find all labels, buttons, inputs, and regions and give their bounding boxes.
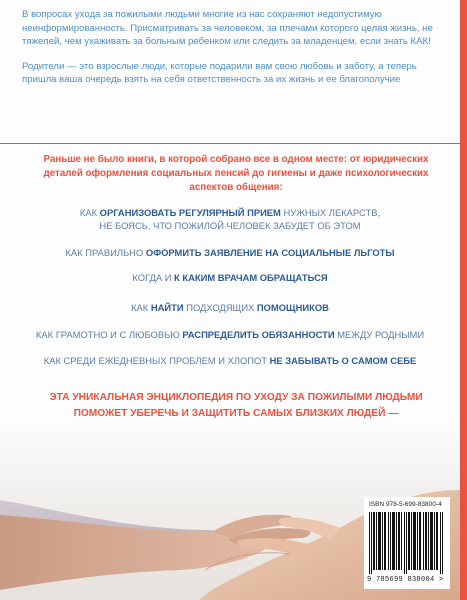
- spine-stripe: [460, 0, 467, 600]
- feature-line-4: [0, 301, 460, 314]
- feature-line-1: [0, 206, 460, 232]
- line-highlight: РАСПРЕДЕЛИТЬ ОБЯЗАННОСТИ: [182, 329, 335, 340]
- feature-line-3: [0, 271, 460, 284]
- closing-line-2: ПОМОЖЕТ УБЕРЕЧЬ И ЗАЩИТИТЬ САМЫХ БЛИЗКИХ ЛЮДЕЙ —: [73, 408, 399, 419]
- line-text: КАК: [131, 302, 151, 313]
- intro-paragraph-1: В вопросах ухода за пожилыми людьми многие из нас сохраняют недопустимую неинформированность. Присматривать за человеком, за плечами которого целая жизнь, не тяжелей, чем ухаживать за больным ребенком или следить за младенцем, если знать КАК!: [22, 9, 433, 48]
- line-highlight: ПОМОЩНИКОВ: [256, 302, 329, 313]
- line-text: КАК ГРАМОТНО И С ЛЮБОВЬЮ: [35, 329, 183, 340]
- feature-line-2: [0, 246, 460, 259]
- line-text: КАК ПРАВИЛЬНО: [65, 247, 146, 258]
- divider-rule: [0, 143, 460, 144]
- line-text: ПОДХОДЯЩИХ: [183, 302, 257, 313]
- isbn-text: ISBN 978-5-699-83800-4: [369, 501, 442, 508]
- line-highlight: ОРГАНИЗОВАТЬ РЕГУЛЯРНЫЙ ПРИЕМ: [99, 207, 281, 218]
- line-highlight: НАЙТИ: [150, 302, 184, 313]
- barcode-number: 9 785699 838004 >: [367, 576, 444, 584]
- line-text: НЕ БОЯСЬ, ЧТО ПОЖИЛОЙ ЧЕЛОВЕК ЗАБУДЕТ ОБ ЭТОМ: [99, 220, 361, 231]
- line-highlight: К КАКИМ ВРАЧАМ ОБРАЩАТЬСЯ: [174, 272, 328, 283]
- feature-line-5: [0, 328, 460, 341]
- line-highlight: НЕ ЗАБЫВАТЬ О САМОМ СЕБЕ: [269, 355, 417, 366]
- barcode-bars: [369, 512, 445, 574]
- feature-line-6: [0, 354, 460, 367]
- line-text: КАК СРЕДИ ЕЖЕДНЕВНЫХ ПРОБЛЕМ И ХЛОПОТ: [43, 355, 270, 366]
- closing-line-1: ЭТА УНИКАЛЬНАЯ ЭНЦИКЛОПЕДИЯ ПО УХОДУ ЗА ПОЖИЛЫМИ ЛЮДЬМИ: [49, 392, 423, 403]
- line-text: МЕЖДУ РОДНЫМИ: [334, 329, 425, 340]
- line-text: НУЖНЫХ ЛЕКАРСТВ,: [280, 207, 381, 218]
- intro-text: [22, 8, 442, 98]
- line-text: КАК: [79, 207, 100, 218]
- intro-paragraph-2: Родители — это взрослые люди, которые подарили вам свою любовь и заботу, а теперь пришла ваша очередь взять на себя ответственность за их жизнь и ее благополучие: [22, 60, 417, 86]
- lead-text: Раньше не было книги, в которой собрано все в одном месте: от юридических деталей оформления социальных пенсий до гигиены и даже психологических аспектов общения:: [43, 154, 429, 193]
- line-text: КОГДА И: [132, 272, 175, 283]
- barcode-box: [364, 497, 450, 589]
- line-highlight: ОФОРМИТЬ ЗАЯВЛЕНИЕ НА СОЦИАЛЬНЫЕ ЛЬГОТЫ: [145, 247, 395, 258]
